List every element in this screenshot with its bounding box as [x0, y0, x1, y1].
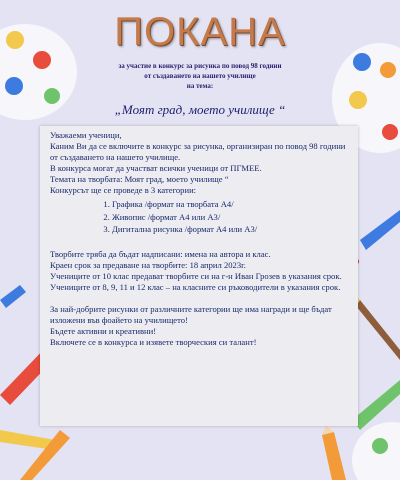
subtitle: [100, 61, 300, 91]
signing-text: Творбите тряба да бъдат надписани: имена на автора и клас.: [50, 248, 271, 259]
deadline-text: Краен срок за предаване на творбите: 18 април 2023г.: [50, 259, 246, 270]
subtitle-line: за участие в конкурс за рисунка по повод 98 години: [118, 62, 282, 70]
categories-intro: Конкурсът ще се проведе в 3 категории:: [50, 185, 197, 195]
pencil-orange-right-icon: [322, 425, 346, 480]
pencil-blue-left-icon: [0, 285, 26, 308]
greeting: Уважаеми ученици,: [50, 130, 122, 140]
submission-grade-10: Учениците от 10 клас предават творбите си на г-н Иван Грозев в указания срок.: [50, 270, 342, 281]
category-item: 2. Живопис /формат А4 или А3/: [112, 211, 355, 224]
eligibility-text: В конкурса могат да участват всички ученици от ПГМЕЕ.: [50, 163, 262, 173]
category-item: 3. Дигитална рисунка /формат А4 или А3/: [112, 223, 355, 236]
prizes-text: За най-добрите рисунки от различните категории ще има награди и ще бъдат изложени във фоайето на училището!: [50, 303, 332, 325]
be-active-text: Бъдете активни и креативни!: [50, 325, 157, 336]
contest-theme: „Моят град, моето училище “: [114, 102, 286, 117]
page-title: ПОКАНА: [114, 10, 286, 54]
categories-list: [50, 198, 355, 236]
paint-palette-bottom-right-icon: [352, 422, 400, 480]
pencil-blue-right-icon: [360, 210, 400, 250]
closing-text: Включете се в конкурса и изявете творческия си талант!: [50, 336, 257, 347]
subtitle-line: на тема:: [186, 82, 214, 90]
submission-other-grades: Учениците от 8, 9, 11 и 12 клас – на класните си ръководители в указания срок.: [50, 281, 341, 292]
category-item: 1. Графика /формат на творбата А4/: [112, 198, 355, 211]
intro-paragraph: Каним Ви да се включите в конкурс за рисунка, организиран по повод 98 години от създаването на нашето училище.: [50, 141, 346, 162]
invitation-body: [50, 130, 355, 348]
topic-text: Темата на творбата: Моят град, моето училище “: [50, 174, 229, 184]
subtitle-line: от създаването на нашето училище: [144, 72, 256, 80]
